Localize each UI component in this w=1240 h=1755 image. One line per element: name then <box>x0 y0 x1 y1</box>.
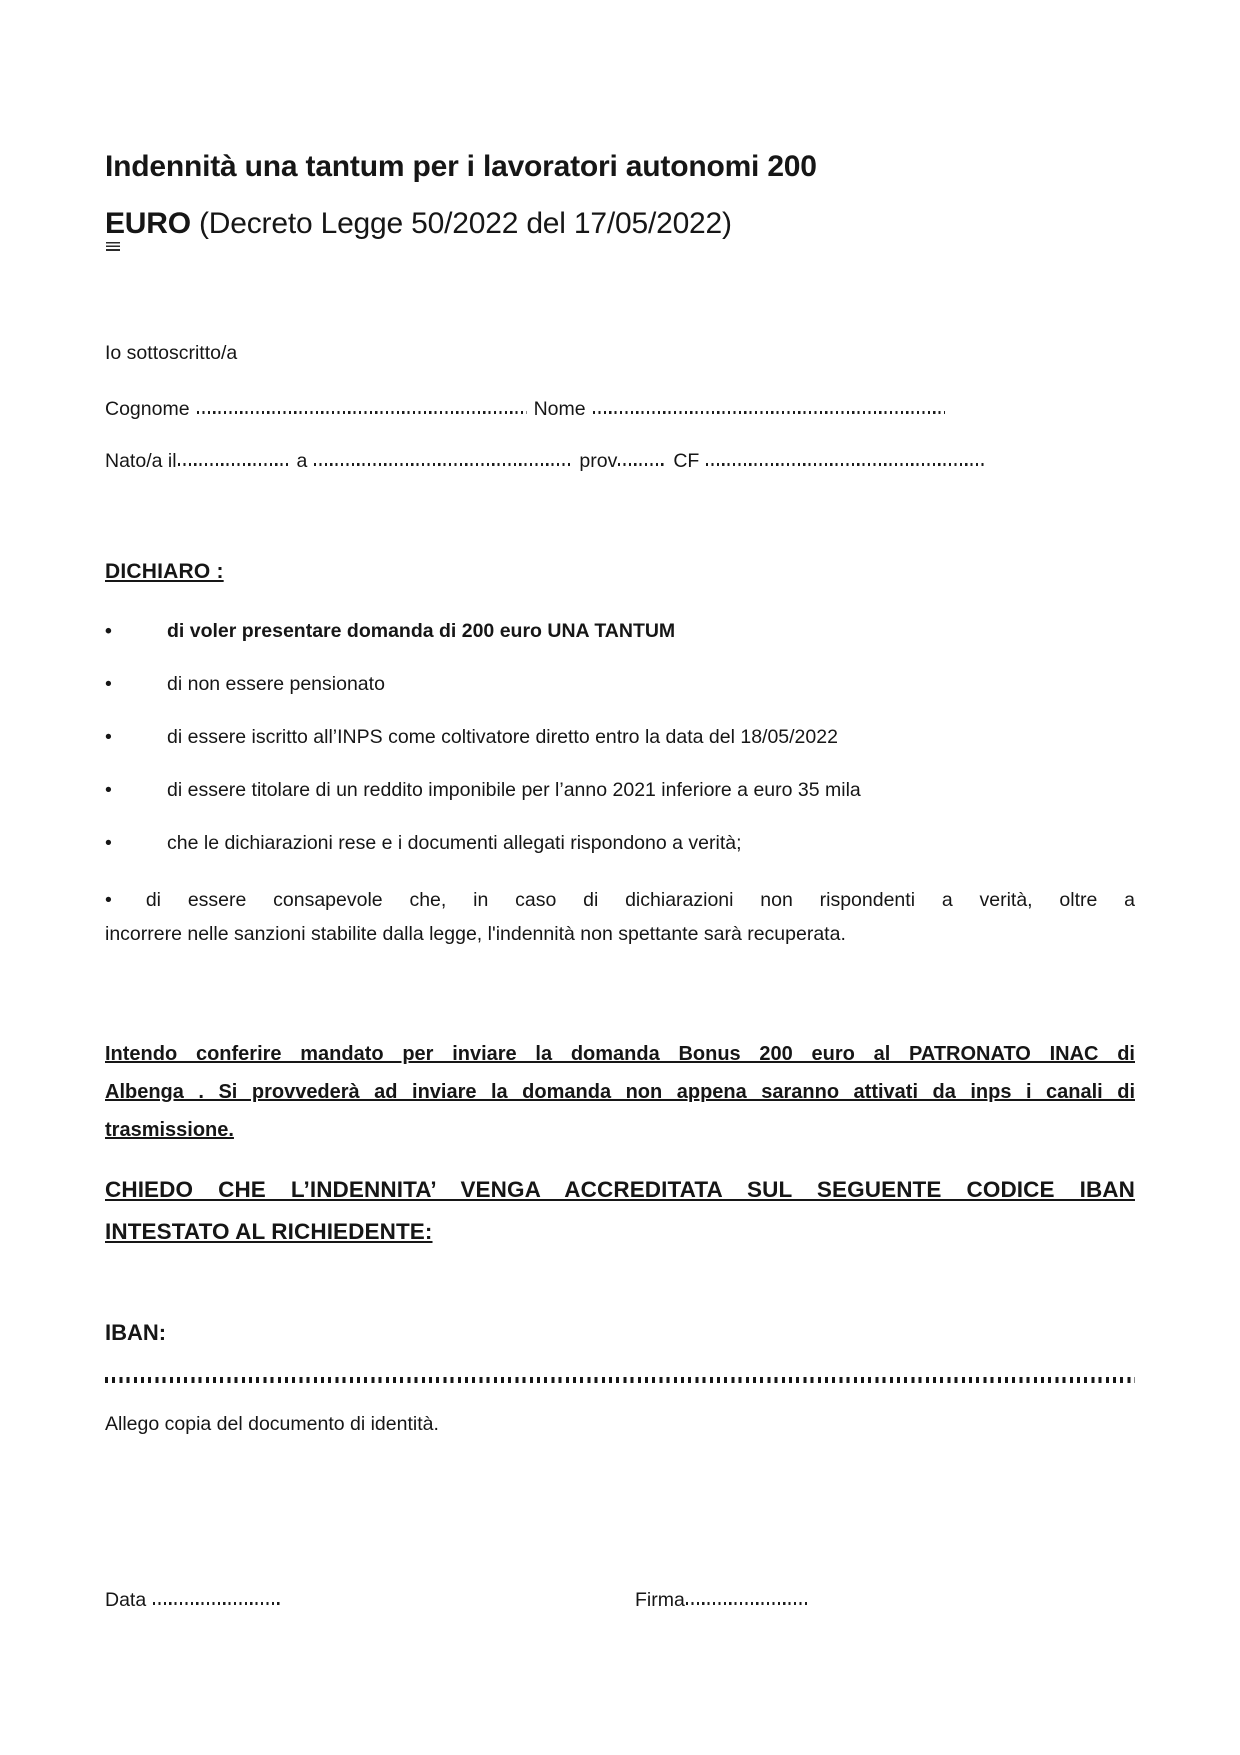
bullet-icon: • <box>105 673 112 695</box>
a-label: a <box>296 450 308 472</box>
request-line1: CHIEDO CHE L’INDENNITA’ VENGA ACCREDITATA SUL SEGUENTE CODICE IBAN <box>105 1177 1135 1202</box>
document-content <box>0 138 1240 1613</box>
bullet-item-5 <box>105 830 1135 856</box>
bullet-text: che le dichiarazioni rese e i documenti allegati rispondono a verità; <box>167 832 742 854</box>
mandate-line1: Intendo conferire mandato per inviare la domanda Bonus 200 euro al PATRONATO INAC di <box>105 1043 1135 1065</box>
cognome-label: Cognome <box>105 398 190 420</box>
mandate-line3: trasmissione. <box>105 1119 234 1141</box>
mandate-line2: Albenga . Si provvederà ad inviare la domanda non appena saranno attivati da inps i canali di <box>105 1081 1135 1103</box>
bullet-text: di voler presentare domanda di 200 euro UNA TANTUM <box>167 620 676 642</box>
bullet-icon: • <box>105 779 112 801</box>
firma-label: Firma <box>635 1589 685 1611</box>
bullet-text-line2: incorrere nelle sanzioni stabilite dalla legge, l'indennità non spettante sarà recuperata. <box>105 923 846 945</box>
intro-line: Io sottoscritto/a <box>105 342 238 364</box>
bullet-item-6 <box>105 883 1135 951</box>
cognome-nome-line <box>105 396 1135 422</box>
attachment-note: Allego copia del documento di identità. <box>105 1413 439 1435</box>
bullet-text: di non essere pensionato <box>167 673 385 695</box>
prov-label: prov <box>579 450 618 472</box>
document-title <box>105 138 1135 252</box>
date-cell <box>105 1587 635 1613</box>
dichiaro-heading: DICHIARO : <box>105 560 224 583</box>
bullet-text-line1 <box>105 883 1135 917</box>
nome-label: Nome <box>533 398 586 420</box>
luogo-dots-leader <box>314 463 572 466</box>
request-line2: INTESTATO AL RICHIEDENTE: <box>105 1219 433 1244</box>
bullet-item-2 <box>105 671 1135 697</box>
data-dots-leader <box>153 1602 281 1605</box>
prov-dots-leader <box>618 463 666 466</box>
proofing-mark-icon <box>106 242 120 251</box>
title-line2-regular: (Decreto Legge 50/2022 del 17/05/2022) <box>190 207 732 240</box>
bullet-text: di essere titolare di un reddito imponibile per l’anno 2021 inferiore a euro 35 mila <box>167 779 861 801</box>
mandate-paragraph <box>105 1035 1135 1149</box>
cf-label: CF <box>673 450 700 472</box>
bullet-icon: • <box>105 889 112 911</box>
bullet-text: di essere consapevole che, in caso di dichiarazioni non rispondenti a verità, oltre a <box>145 889 1135 911</box>
title-line1-bold: Indennità una tantum per i lavoratori autonomi 200 <box>105 150 817 183</box>
cf-dots-leader <box>706 463 984 466</box>
iban-label: IBAN: <box>105 1320 167 1345</box>
signature-cell <box>635 1587 815 1613</box>
bullet-item-4 <box>105 777 1135 803</box>
firma-dots-leader <box>686 1602 808 1605</box>
date-signature-line <box>105 1587 1135 1613</box>
nato-dots-leader <box>178 463 290 466</box>
bullet-text: di essere iscritto all’INPS come coltivatore diretto entro la data del 18/05/2022 <box>167 726 838 748</box>
nato-label: Nato/a il <box>105 450 177 472</box>
iban-dots-leader <box>105 1377 1135 1383</box>
title-line2-bold: EURO <box>105 207 191 240</box>
bullet-icon: • <box>105 620 112 642</box>
nato-line <box>105 448 1135 474</box>
bullet-icon: • <box>105 726 112 748</box>
request-paragraph <box>105 1169 1135 1253</box>
bullet-item-3 <box>105 724 1135 750</box>
data-label: Data <box>105 1589 147 1611</box>
nome-dots-leader <box>593 411 945 414</box>
bullet-item-1 <box>105 618 1135 644</box>
cognome-dots-leader <box>197 411 527 414</box>
bullet-icon: • <box>105 832 112 854</box>
